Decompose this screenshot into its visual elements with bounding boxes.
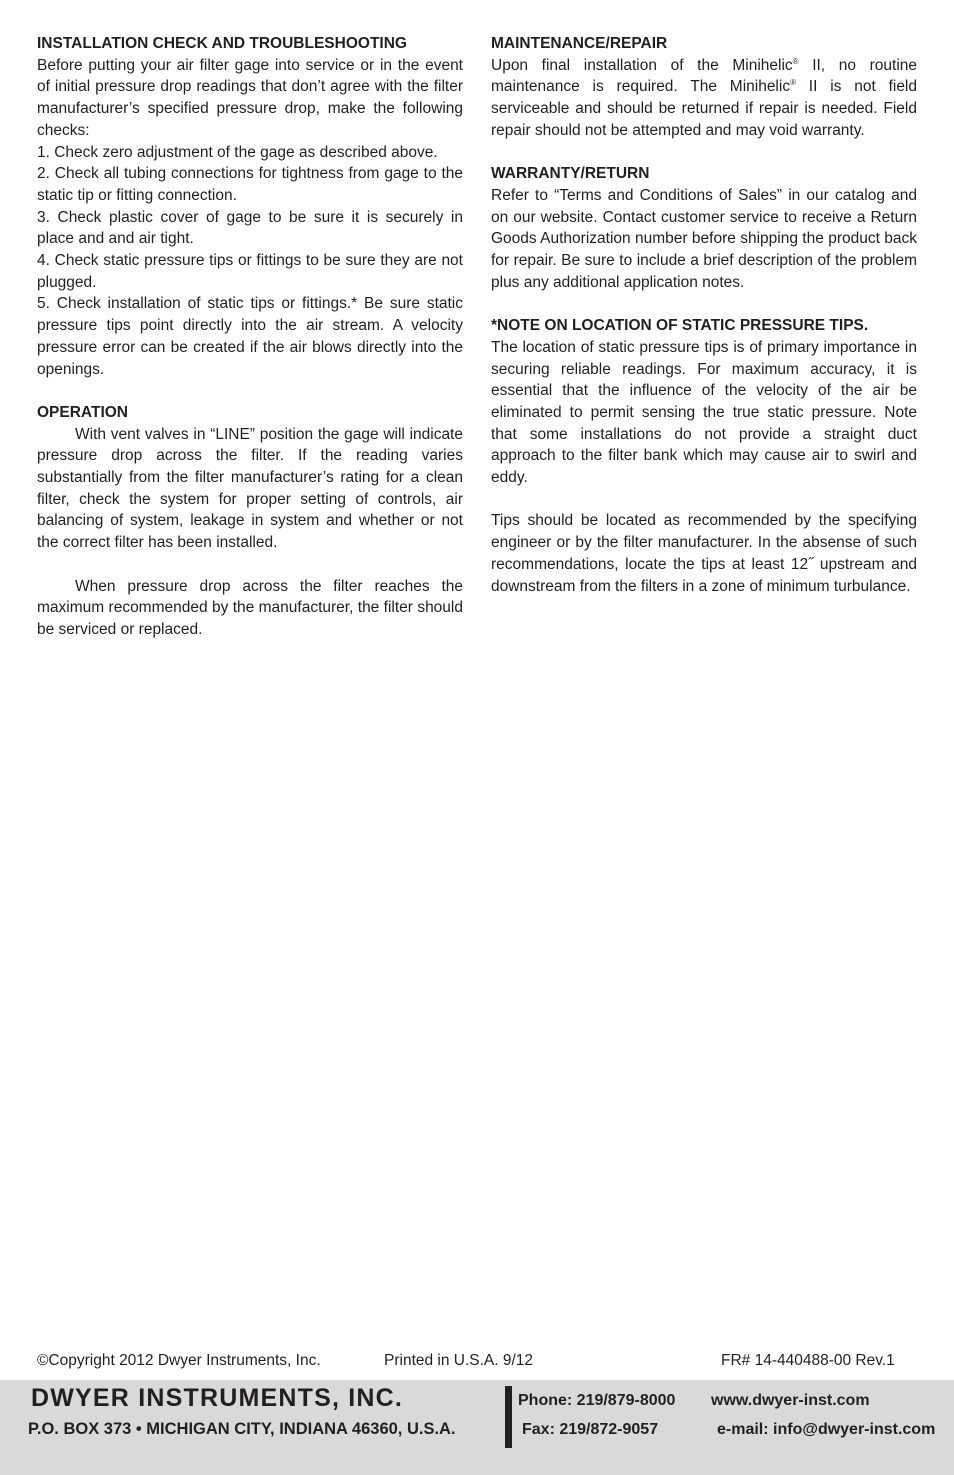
warranty-text: Refer to “Terms and Conditions of Sales” in our catalog and on our website. Contact customer service to receive a Return Goods Authorization number before shipping the product back for repair. Be sure to include a brief description of the problem plus any additional application notes. [491, 186, 917, 291]
install-intro: Before putting your air filter gage into service or in the event of initial pressure drop readings that don’t agree with the filter manufacturer’s specified pressure drop, make the following checks: [37, 56, 463, 139]
email-link[interactable]: e-mail: info@dwyer-inst.com [717, 1421, 936, 1438]
note-paragraph-1: The location of static pressure tips is of primary importance in securing reliable readings. For maximum accuracy, it is essential that the influence of the velocity of the air be eliminated to permit sensing the true static pressure. Note that some installations do not provide a straight duct approach to the filter bank which may cause air to swirl and eddy. [491, 338, 917, 487]
website-link[interactable]: www.dwyer-inst.com [711, 1392, 870, 1409]
fax-number: Fax: 219/872-9057 [522, 1421, 659, 1438]
operation-heading: OPERATION [37, 403, 128, 421]
right-column [491, 33, 917, 597]
footer-line [37, 1352, 917, 1372]
registered-mark: ® [792, 56, 799, 66]
warranty-heading: WARRANTY/RETURN [491, 165, 650, 183]
form-number: FR# 14-440488-00 Rev.1 [721, 1352, 895, 1369]
install-heading: INSTALLATION CHECK AND TROUBLESHOOTING [37, 35, 407, 52]
check-item-5: 5. Check installation of static tips or fittings.* Be sure static pressure tips point directly into the air stream. A velocity pressure error can be created if the air blows directly into the openings. [37, 295, 463, 378]
maintenance-text: Upon final installation of the Minihelic® II, no routine maintenance is required. The Minihelic® II is not field serviceable and should be returned if repair is needed. Field repair should not be attempted and may void warranty. [491, 56, 918, 139]
left-column [37, 33, 463, 641]
copyright-text: ©Copyright 2012 Dwyer Instruments, Inc. [37, 1352, 321, 1369]
printed-text: Printed in U.S.A. 9/12 [384, 1352, 534, 1369]
note-paragraph-2: Tips should be located as recommended by the specifying engineer or by the filter manufacturer. In the absense of such recommendations, locate the tips at least 12˝ upstream and downstream from the filters in a zone of minimum turbulance. [491, 512, 917, 595]
check-item-4: 4. Check static pressure tips or fittings to be sure they are not plugged. [37, 252, 463, 291]
registered-mark: ® [790, 78, 796, 88]
operation-paragraph-1: With vent valves in “LINE” position the gage will indicate pressure drop across the filter. If the reading varies substantially from the filter manufacturer’s rating for a clean filter, check the system for proper setting of controls, air balancing of system, leakage in system and whether or not the correct filter has been installed. [37, 425, 463, 552]
company-name: DWYER INSTRUMENTS, INC. [31, 1384, 404, 1412]
check-item-2: 2. Check all tubing connections for tightness from gage to the static tip or fitting connection. [37, 165, 463, 204]
divider-bar [505, 1386, 512, 1448]
note-heading: *NOTE ON LOCATION OF STATIC PRESSURE TIPS. [491, 317, 869, 335]
operation-paragraph-2: When pressure drop across the filter reaches the maximum recommended by the manufacturer, the filter should be serviced or replaced. [37, 577, 463, 638]
company-address: P.O. BOX 373 • MICHIGAN CITY, INDIANA 46360, U.S.A. [28, 1420, 456, 1438]
check-item-3: 3. Check plastic cover of gage to be sure it is securely in place and and air tight. [37, 208, 463, 248]
check-item-1: 1. Check zero adjustment of the gage as described above. [37, 143, 438, 161]
company-band [0, 1380, 954, 1475]
phone-number: Phone: 219/879-8000 [518, 1392, 676, 1409]
maintenance-heading: MAINTENANCE/REPAIR [491, 35, 668, 52]
